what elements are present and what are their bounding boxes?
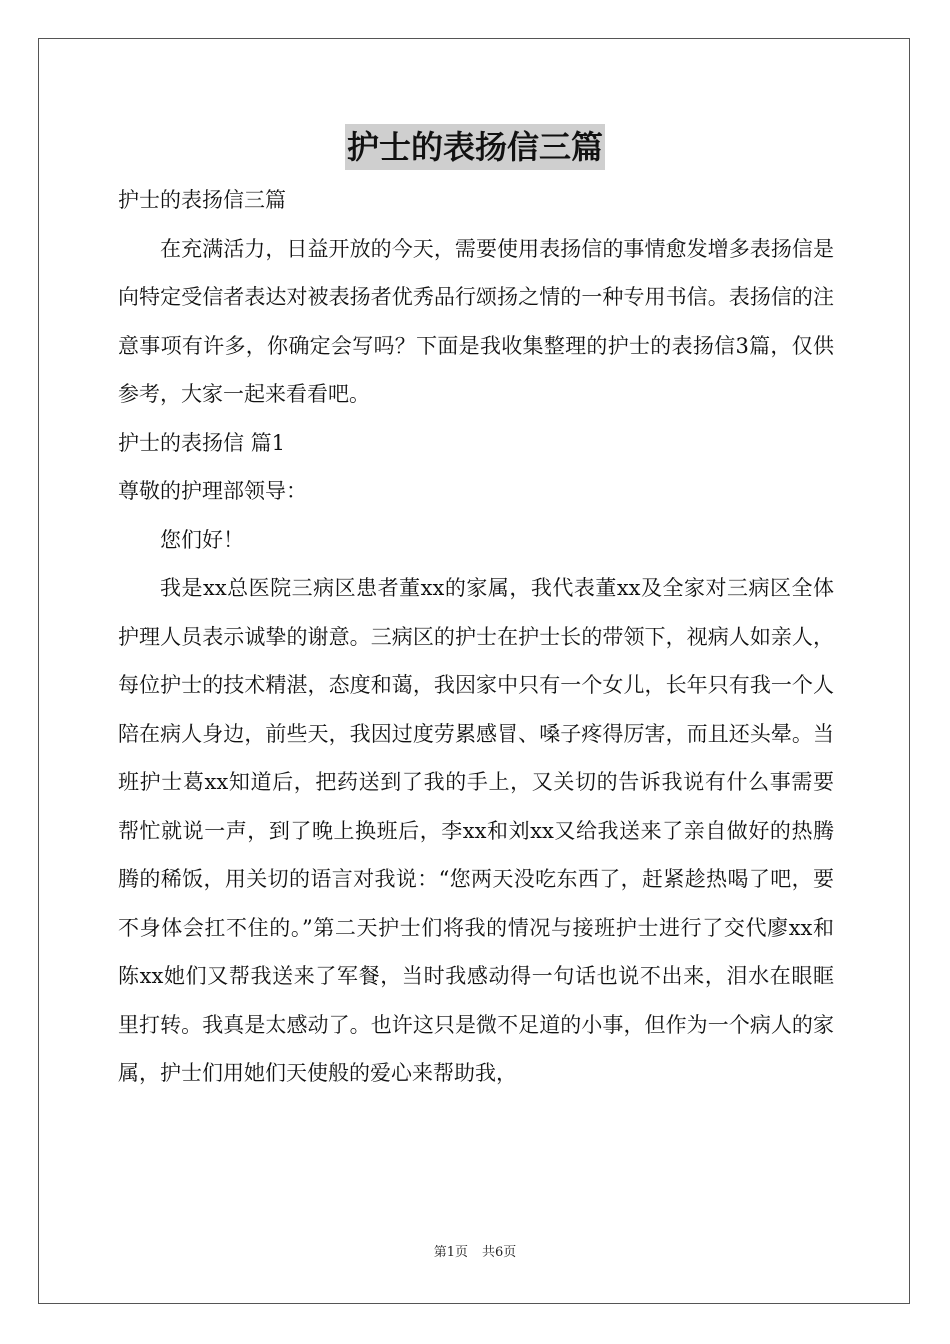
section-heading: 护士的表扬信 篇1	[118, 430, 286, 455]
document-body	[118, 176, 834, 1098]
page-footer	[0, 1244, 950, 1262]
greeting: 您们好！	[160, 527, 244, 552]
paragraph-letter-body: 我是xx总医院三病区患者董xx的家属，我代表董xx及全家对三病区全体护理人员表示诚挚的谢意。三病区的护士在护士长的带领下，视病人如亲人，每位护士的技术精湛，态度和蔼，我因家中只有一个女儿，长年只有我一个人陪在病人身边，前些天，我因过度劳累感冒、嗓子疼得厉害，而且还头晕。当班护士葛xx知道后，把药送到了我的手上，又关切的告诉我说有什么事需要帮忙就说一声，到了晚上换班后，李xx和刘xx又给我送来了亲自做好的热腾腾的稀饭，用关切的语言对我说：“您两天没吃东西了，赶紧趁热喝了吧，要不身体会扛不住的。”第二天护士们将我的情况与接班护士进行了交代廖xx和陈xx她们又帮我送来了军餐，当时我感动得一句话也说不出来，泪水在眼眶里打转。我真是太感动了。也许这只是微不足道的小事，但作为一个病人的家属，护士们用她们天使般的爱心来帮助我，	[118, 576, 834, 1085]
paragraph-intro: 在充满活力，日益开放的今天，需要使用表扬信的事情愈发增多表扬信是向特定受信者表达对被表扬者优秀品行颂扬之情的一种专用书信。表扬信的注意事项有许多，你确定会写吗？下面是我收集整理的护士的表扬信3篇，仅供参考，大家一起来看看吧。	[118, 236, 834, 406]
page-number: 第1页	[433, 1245, 468, 1260]
title-area	[0, 124, 950, 170]
page-total: 共6页	[482, 1245, 517, 1260]
salutation: 尊敬的护理部领导：	[118, 479, 307, 503]
document-title: 护士的表扬信三篇	[345, 124, 605, 170]
paragraph-subtitle: 护士的表扬信三篇	[118, 188, 286, 212]
